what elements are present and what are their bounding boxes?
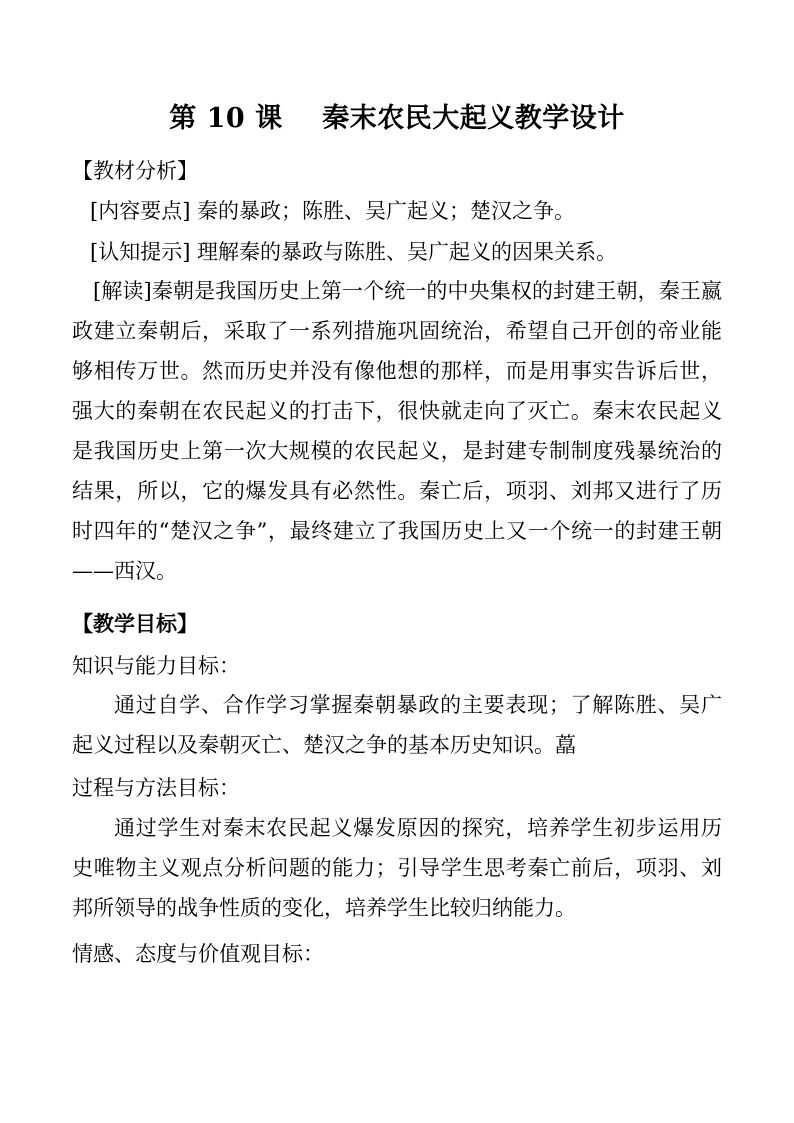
cognitive-hint-line: [认知提示] 理解秦的暴政与陈胜、吴广起义的因果关系。 — [90, 240, 618, 264]
process-method-text: 通过学生对秦末农民起义爆发原因的探究，培养学生初步运用历史唯物主义观点分析问题的能力；引导学生思考秦亡前后，项羽、刘邦所领导的战争性质的变化，培养学生比较归纳能力。 — [72, 816, 722, 920]
knowledge-ability-text: 通过自学、合作学习掌握秦朝暴政的主要表现；了解陈胜、吴广起义过程以及秦朝灭亡、楚汉之争的基本历史知识。藠 — [72, 693, 722, 757]
knowledge-ability-label: 知识与能力目标： — [72, 654, 240, 678]
interpretation-paragraph: [解读]秦朝是我国历史上第一个统一的中央集权的封建王朝，秦王嬴政建立秦朝后，采取了一系列措施巩固统治，希望自己开创的帝业能够相传万世。然而历史并没有像他想的那样，而是用事实告诉后世，强大的秦朝在农民起义的打击下，很快就走向了灭亡。秦末农民起义是我国历史上第一次大规模的农民起义，是封建专制制度残暴统治的结果，所以，它的爆发具有必然性。秦亡后，项羽、刘邦又进行了历时四年的“楚汉之争”，最终建立了我国历史上又一个统一的封建王朝——西汉。 — [72, 279, 722, 583]
emotion-attitude-label: 情感、态度与价值观目标： — [72, 942, 324, 966]
document-title: 第 10 课 秦末农民大起义教学设计 — [169, 103, 625, 134]
content-points-line: [内容要点] 秦的暴政；陈胜、吴广起义；楚汉之争。 — [90, 199, 576, 223]
process-method-label: 过程与方法目标： — [72, 776, 240, 800]
materials-analysis-heading: 【教材分析】 — [72, 159, 198, 183]
teaching-objectives-heading: 【教学目标】 — [72, 611, 198, 636]
